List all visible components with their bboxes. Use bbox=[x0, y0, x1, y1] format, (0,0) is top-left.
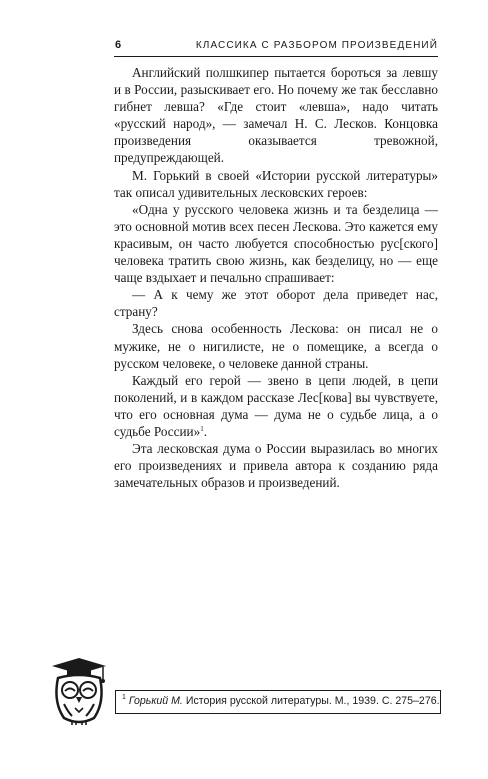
paragraph-final: Эта лесковская дума о России выразилась во многих его произведениях и привела автора к созданию ряда замечательных образов и произведений. bbox=[114, 441, 438, 491]
owl-icon bbox=[48, 656, 110, 726]
paragraph-1: Английский полшкипер пытается бороться за левшу и в России, разыскивает его. Но почему же так бесславно гибнет левша? «Где стоит «левша», надо читать «русский народ», — замечал Н. С. Лесков. Концовка произведения оказывается тревожной, предупреждающей. bbox=[114, 65, 438, 166]
running-head-title: КЛАССИКА С РАЗБОРОМ ПРОИЗВЕДЕНИЙ bbox=[195, 40, 438, 51]
footnote-reference: 1 bbox=[200, 424, 204, 433]
footnote-text: История русской литературы. М., 1939. С. 275–276. bbox=[182, 695, 440, 707]
page-number: 6 bbox=[115, 39, 123, 51]
quote-paragraph-1: «Одна у русского человека жизнь и та безделица — это основной мотив всех песен Лескова. Это кажется ему красивым, он часто любуется способностью рус[ского] человека тратить свою жизнь, как безделицу, но — еще чаще вздыхает и печально спрашивает: bbox=[114, 201, 438, 286]
footnote bbox=[115, 690, 441, 714]
paragraph-2: М. Горький в своей «Истории русской литературы» так описал удивительных лесковских героев: bbox=[114, 167, 438, 200]
footnote-number: 1 bbox=[122, 694, 126, 701]
running-header bbox=[114, 38, 438, 57]
quote-paragraph-2: — А к чему же этот оборот дела приведет нас, страну? bbox=[114, 287, 438, 320]
body-text bbox=[114, 64, 438, 491]
quote-paragraph-3: Здесь снова особенность Лескова: он писал не о мужике, не о нигилисте, не о помещике, а всегда о русском человеке, о человеке данной страны. bbox=[114, 321, 438, 371]
footnote-author: Горький М. bbox=[128, 695, 183, 707]
quote-paragraph-4: Каждый его герой — звено в цепи людей, в цепи поколений, и в каждом рассказе Лес[кова] вы чувствуете, что его основная дума — дума не о судьбе лица, а о судьбе России»$^1$. bbox=[114, 372, 438, 439]
quote-paragraph-4-text: Каждый его герой — звено в цепи людей, в цепи поколений, и в каждом рассказе Лес[кова] вы чувствуете, что его основная дума — дума не о судьбе лица, а о судьбе России» bbox=[114, 372, 438, 439]
